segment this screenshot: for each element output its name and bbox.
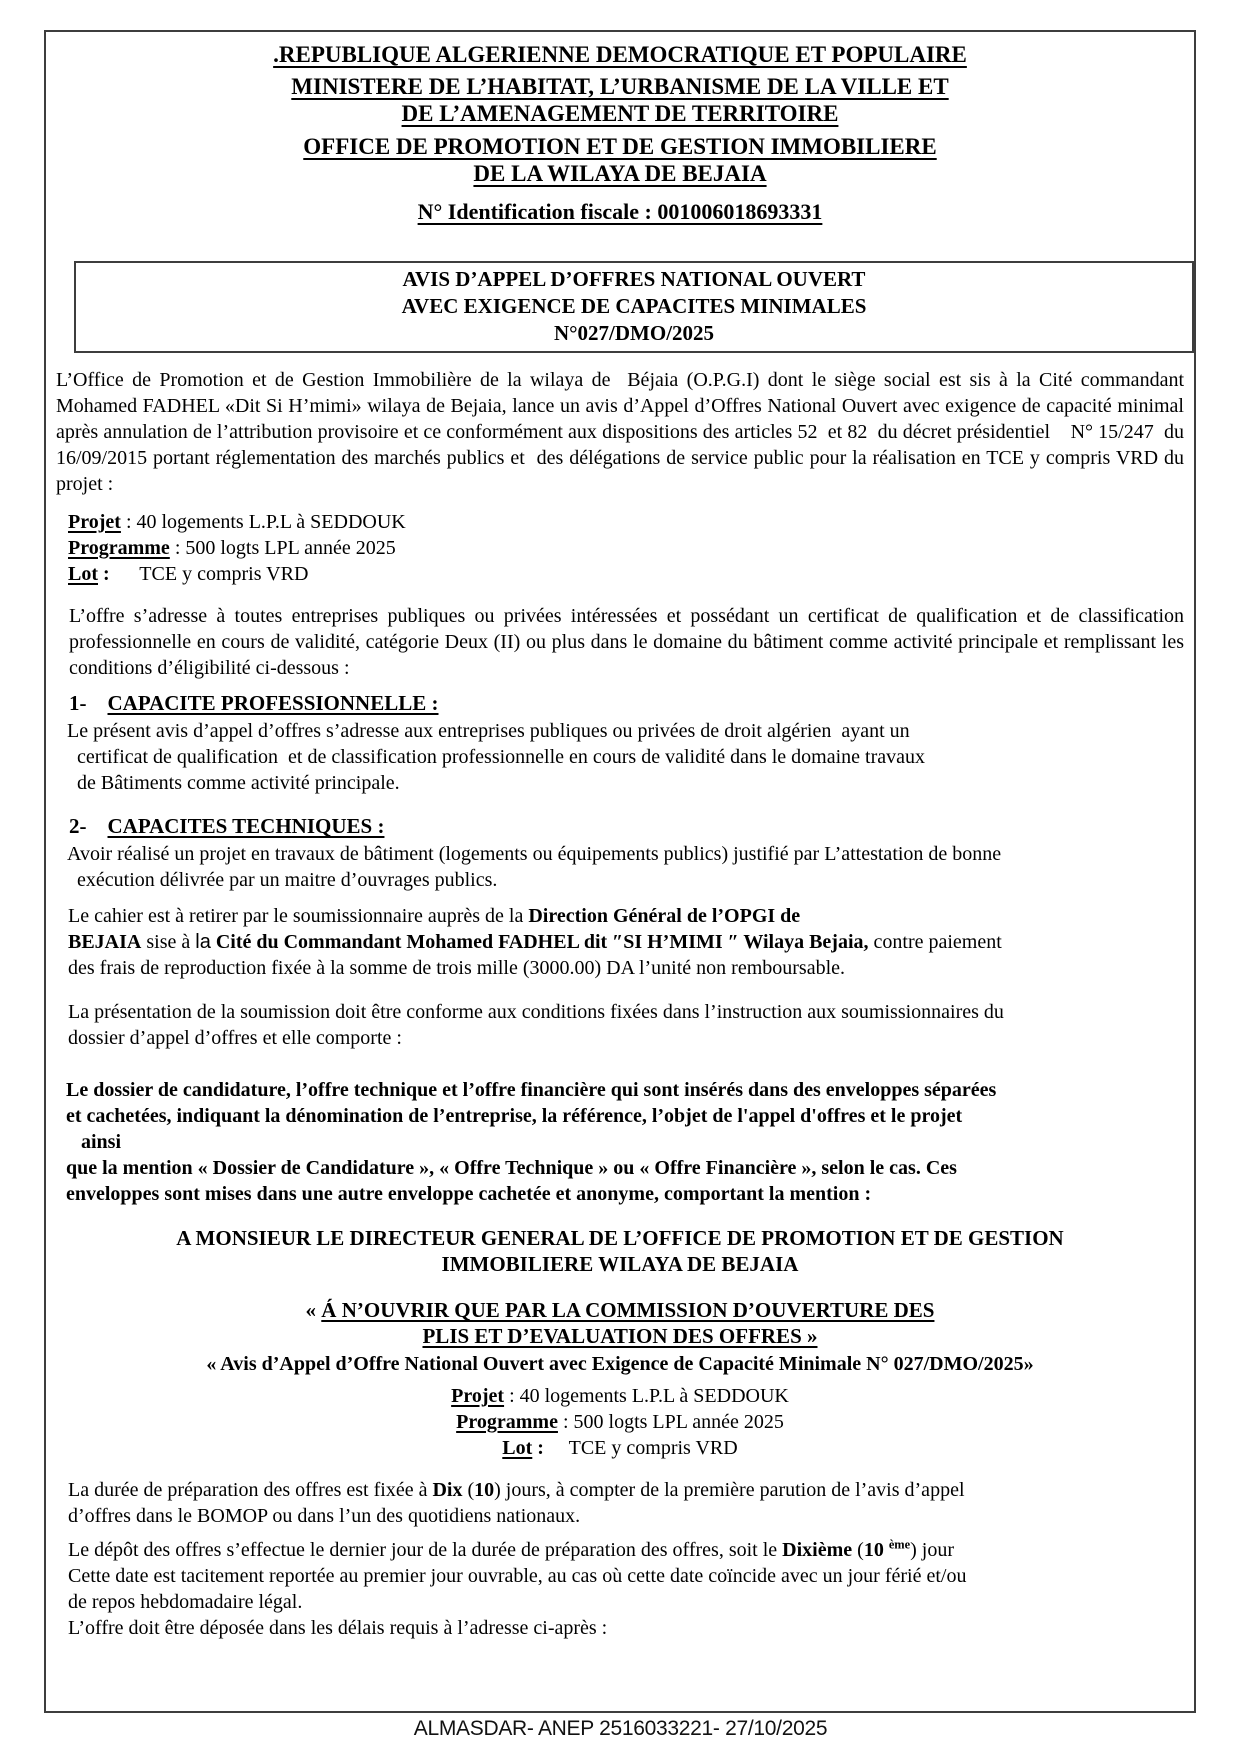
text-run: ) jours, à compter de la première parution de l’avis d’appel: [494, 1479, 965, 1501]
text-run: d’offres dans le BOMOP ou dans l’un des quotidiens nationaux.: [68, 1505, 581, 1527]
text-run: : 500 logts LPL année 2025: [557, 1411, 784, 1433]
text-run: Le présent avis d’appel d’offres s’adresse aux entreprises publiques ou privées de droit algérien ayant un: [67, 720, 910, 742]
text-run: Lot: [68, 563, 98, 585]
text-run: Le dépôt des offres s’effectue le dernier jour de la durée de préparation des offres, soit le: [68, 1539, 783, 1561]
capacite-professionnelle-text-line: [67, 718, 1184, 744]
text-run: L’offre s’adresse à toutes entreprises publiques ou privées intéressées et possédant un certificat de qualification et de classification professionnelle en cours de validité, catégorie Deux (II) ou plus dans le domaine du bâtiment comme activité principale et remplissant les conditions d’éligibilité ci-dessous :: [69, 605, 1189, 679]
header-line-ministry-2: [56, 100, 1184, 127]
addressee-heading: [56, 1225, 1184, 1277]
text-run: CAPACITE PROFESSIONNELLE :: [107, 691, 439, 715]
text-run: ) jour: [910, 1539, 955, 1561]
cahier-paragraph-line: [68, 955, 1184, 981]
depot-paragraph-line: [68, 1537, 1184, 1563]
text-run: (: [852, 1539, 864, 1561]
text-run: :: [98, 563, 110, 585]
presentation-paragraph-line: [68, 1025, 1184, 1051]
header-line-republic-text: .REPUBLIQUE ALGERIENNE DEMOCRATIQUE ET POPULAIRE: [273, 42, 967, 67]
text-run: BEJAIA: [68, 931, 142, 953]
text-run: Cité du Commandant Mohamed FADHEL dit ″SI H’MIMI ″ Wilaya Bejaia,: [215, 931, 869, 953]
avis-reference-line: [56, 1351, 1184, 1377]
header-line-republic: [56, 41, 1184, 68]
text-run: La présentation de la soumission doit être conforme aux conditions fixées dans l’instruction aux soumissionnaires du: [68, 1001, 1004, 1023]
text-run: : 500 logts LPL année 2025: [169, 537, 396, 559]
dossier-paragraph-line: [66, 1103, 1184, 1129]
text-run: Cette date est tacitement reportée au premier jour ouvrable, au cas où cette date coïncide avec un jour férié et/ou: [68, 1565, 967, 1587]
offer-paragraph: [56, 603, 1189, 681]
project-list-line: [68, 561, 1184, 587]
text-run: et cachetées, indiquant la dénomination de l’entreprise, la référence, l’objet de l'appel d'offres et le projet: [66, 1105, 963, 1127]
text-run: Direction Général de l’OPGI de: [528, 905, 801, 927]
presentation-paragraph-line: [68, 999, 1184, 1025]
text-run: de Bâtiments comme activité principale.: [67, 772, 400, 794]
footer-publication-line: ALMASDAR- ANEP 2516033221- 27/10/2025: [413, 1717, 828, 1740]
header-line-office-1-text: OFFICE DE PROMOTION ET DE GESTION IMMOBILIERE: [303, 134, 937, 159]
notice-title-box: [74, 261, 1194, 353]
dossier-paragraph-line: [66, 1181, 1184, 1207]
text-run: la: [195, 931, 211, 953]
text-run: : 40 logements L.P.L à SEDDOUK: [504, 1385, 789, 1407]
text-run: PLIS ET D’EVALUATION DES OFFRES »: [422, 1324, 818, 1348]
depot-paragraph-line: [68, 1589, 1184, 1615]
text-run: (: [462, 1479, 475, 1501]
text-run: Dix: [432, 1479, 463, 1501]
text-run: :: [532, 1437, 544, 1459]
project-list: [56, 509, 1184, 587]
duree-paragraph: [56, 1477, 1184, 1529]
header-line-office-1: [56, 133, 1184, 160]
depot-paragraph-line: [68, 1563, 1184, 1589]
text-run: 10: [863, 1539, 884, 1561]
capacites-techniques-text-line: [67, 867, 1184, 893]
addressee-heading-line: [56, 1251, 1184, 1277]
text-run: CAPACITES TECHNIQUES :: [107, 814, 385, 838]
notice-title-line-2: AVEC EXIGENCE DE CAPACITES MINIMALES: [401, 294, 867, 318]
notice-title-line-1: AVIS D’APPEL D’OFFRES NATIONAL OUVERT: [402, 267, 866, 291]
dossier-paragraph-line: [66, 1129, 1184, 1155]
text-run: exécution délivrée par un maitre d’ouvrages publics.: [67, 869, 498, 891]
capacites-techniques-heading: [56, 813, 1184, 840]
text-run: enveloppes sont mises dans une autre enveloppe cachetée et anonyme, comportant la mention :: [66, 1183, 872, 1205]
capacites-techniques-heading-line: [69, 813, 1184, 840]
document-body: [56, 367, 1189, 1641]
dossier-paragraph-line: [66, 1155, 1184, 1181]
project-list-centered-line: [56, 1435, 1184, 1461]
text-run: Á N’OUVRIR QUE PAR LA COMMISSION D’OUVERTURE DES: [321, 1298, 935, 1322]
text-run: 1-: [69, 691, 108, 715]
depot-paragraph: [56, 1537, 1184, 1641]
header-line-fiscal-id-text: N° Identification fiscale : 001006018693331: [417, 199, 823, 224]
project-list-centered: [56, 1383, 1184, 1461]
avis-reference-line-line: [56, 1351, 1184, 1377]
commission-heading: [56, 1297, 1184, 1349]
cahier-paragraph-line: [68, 929, 1184, 955]
text-run: : 40 logements L.P.L à SEDDOUK: [120, 511, 406, 533]
header-line-fiscal-id: [56, 198, 1184, 225]
text-run: Projet: [68, 511, 121, 533]
capacites-techniques-text: [56, 841, 1184, 893]
text-run: dossier d’appel d’offres et elle comporte :: [68, 1027, 402, 1049]
project-list-line: [68, 509, 1184, 535]
intro-paragraph-line: [56, 367, 1189, 497]
capacite-professionnelle-text: [56, 718, 1184, 796]
text-run: certificat de qualification et de classification professionnelle en cours de validité dans le domaine travaux: [67, 746, 926, 768]
cahier-paragraph: [56, 903, 1184, 981]
text-run: Programme: [68, 537, 170, 559]
intro-paragraph: [56, 367, 1189, 497]
text-run: L’offre doit être déposée dans les délais requis à l’adresse ci-après :: [68, 1617, 608, 1639]
text-run: L’Office de Promotion et de Gestion Immobilière de la wilaya de Béjaia (O.P.G.I) dont le siège social est sis à la Cité commandant Mohamed FADHEL «Dit Si H’mimi» wilaya de Bejaia, lance un avis d’Appel d’Offres National Ouvert avec exigence de capacité minimal après annulation de l’attribution provisoire et ce conformément aux dispositions des articles 52 et 82 du décret présidentiel N° 15/247 du 16/09/2015 portant réglementation des marchés publics et des délégations de service public pour la réalisation en TCE y compris VRD du projet :: [56, 369, 1189, 495]
text-run: IMMOBILIERE WILAYA DE BEJAIA: [441, 1252, 799, 1276]
header-line-ministry-2-text: DE L’AMENAGEMENT DE TERRITOIRE: [401, 101, 839, 126]
text-run: Lot: [502, 1437, 533, 1459]
text-run: A MONSIEUR LE DIRECTEUR GENERAL DE L’OFFICE DE PROMOTION ET DE GESTION: [176, 1226, 1064, 1250]
depot-paragraph-line: [68, 1615, 1184, 1641]
text-run: Dixième: [782, 1539, 853, 1561]
dossier-paragraph-line: [66, 1077, 1184, 1103]
header-line-office-2: [56, 160, 1184, 187]
text-run: La durée de préparation des offres est fixée à: [68, 1479, 433, 1501]
text-run: Le cahier est à retirer par le soumissionnaire auprès de la: [68, 905, 529, 927]
header-line-ministry-1-text: MINISTERE DE L’HABITAT, L’URBANISME DE LA VILLE ET: [291, 74, 949, 99]
addressee-heading-line: [56, 1225, 1184, 1251]
text-run: sise à: [141, 931, 196, 953]
capacite-professionnelle-heading: [56, 690, 1184, 717]
text-run: « Avis d’Appel d’Offre National Ouvert avec Exigence de Capacité Minimale N° 027/DMO/2025»: [206, 1353, 1034, 1375]
duree-paragraph-line: [68, 1503, 1184, 1529]
document-border: [44, 30, 1196, 1713]
text-run: de repos hebdomadaire légal.: [68, 1591, 303, 1613]
presentation-paragraph: [56, 999, 1184, 1051]
text-run: Le dossier de candidature, l’offre technique et l’offre financière qui sont insérés dans des enveloppes séparées: [66, 1079, 997, 1101]
text-run: 10: [474, 1479, 495, 1501]
text-run: ainsi: [66, 1131, 122, 1153]
offer-paragraph-line: [69, 603, 1189, 681]
project-list-centered-line: [56, 1383, 1184, 1409]
duree-paragraph-line: [68, 1477, 1184, 1503]
header-line-office-2-text: DE LA WILAYA DE BEJAIA: [473, 161, 767, 186]
dossier-paragraph: [56, 1077, 1184, 1207]
capacite-professionnelle-text-line: [67, 770, 1184, 796]
text-run: «: [305, 1298, 322, 1322]
project-list-centered-line: [56, 1409, 1184, 1435]
capacites-techniques-text-line: [67, 841, 1184, 867]
notice-title-number: N°027/DMO/2025: [553, 321, 715, 345]
text-run: Programme: [456, 1411, 558, 1433]
capacite-professionnelle-text-line: [67, 744, 1184, 770]
text-run: contre paiement: [868, 931, 1002, 953]
text-run: que la mention « Dossier de Candidature », « Offre Technique » ou « Offre Financière », selon le cas. Ces: [66, 1157, 957, 1179]
cahier-paragraph-line: [68, 903, 1184, 929]
text-run: TCE y compris VRD: [109, 563, 309, 585]
text-run: Avoir réalisé un projet en travaux de bâtiment (logements ou équipements publics) justifié par L’attestation de bonne: [67, 843, 1002, 865]
text-run: 2-: [69, 814, 108, 838]
commission-heading-line: [56, 1323, 1184, 1349]
text-run: des frais de reproduction fixée à la somme de trois mille (3000.00) DA l’unité non remboursable.: [68, 957, 846, 979]
text-run: TCE y compris VRD: [543, 1437, 738, 1459]
header-line-ministry-1: [56, 73, 1184, 100]
commission-heading-line: [56, 1297, 1184, 1323]
capacite-professionnelle-heading-line: [69, 690, 1184, 717]
text-run: ème: [888, 1537, 911, 1552]
text-run: Projet: [451, 1385, 505, 1407]
project-list-line: [68, 535, 1184, 561]
